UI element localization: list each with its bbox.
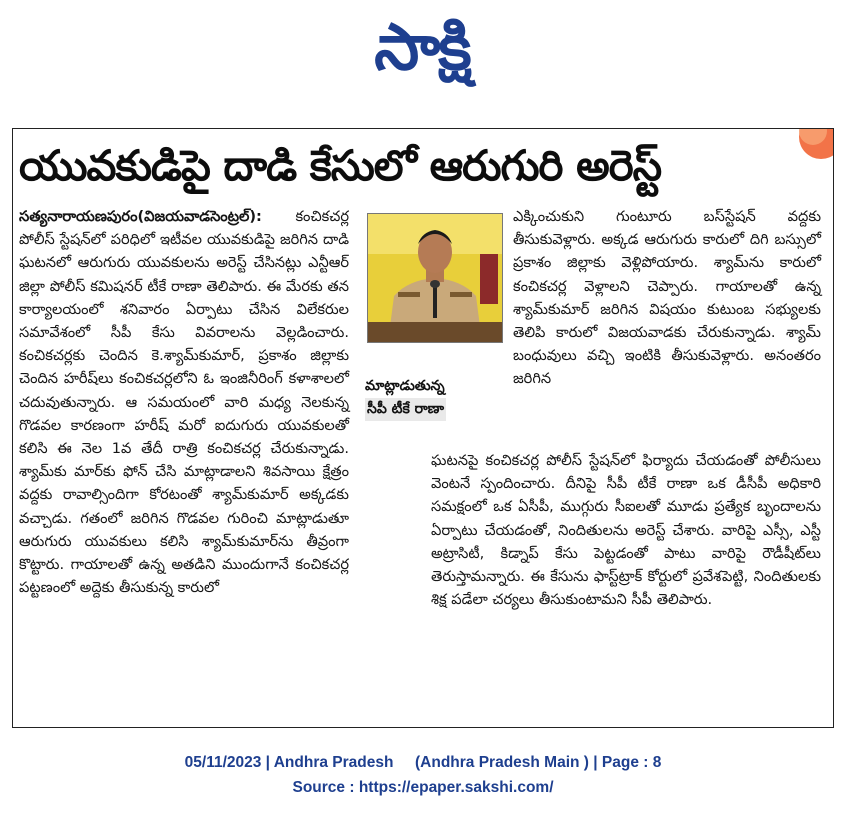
caption-line-2: సీపీ టీకే రాణా bbox=[365, 398, 446, 421]
article-column-right bbox=[513, 205, 821, 391]
body-text-part1: కంచికచర్ల పోలీస్ స్టేషన్‌లో పరిధిలో ఇటీవల యువకుడిపై జరిగిన దాడి ఘటనలో ఆరుగురు యువకులను అరెస్ట్ చేసినట్లు ఎన్టీఆర్ జిల్లా పోలీస్ కమిషనర్ టీకే రాణా తెలిపారు. ఈ మేరకు తన కార్యాలయంలో శనివారం ఏర్పాటు చేసిన విలేకరుల సమావేశంలో సీపీ కేసు వివరాలను వెల్లడించారు. కంచికచర్లకు చెందిన కె.శ్యామ్‌కుమార్, ప్రకాశం జిల్లాకు చెందిన హరీష్‌లు కంచికచర్లలోని ఓ ఇంజినీరింగ్ కళాశాలలో చదువుతున్నారు. ఆ సమయంలో వారి మధ్య నెలకున్న గొడవల కారణంగా హరీష్ మరో ఐదుగురు యువకులతో కలిసి ఈ నెల 1వ తేదీ రాత్రి కంచికచర్ల చేరుకున్నాడు. శ్యామ్‌కు మార్‌కు ఫోన్ చేసి మాట్లాడాలని శివసాయి క్షేత్రం వద్దకు రావాల్సిందిగా కోరటంతో శ్యామ్‌కుమార్ అక్కడకు వచ్చాడు. గతంలో జరిగిన గొడవల గురించి మాట్లాడుతూ ఆరుగురు యువకులు కలిసి శ్యామ్‌కుమార్‌ను తీవ్రంగా కొట్టారు. గాయాలతో ఉన్న అతడిని ముందుగానే కంచికచర్ల పట్టణంలో అద్దెకు తీసుకున్న కారులో bbox=[19, 208, 349, 597]
commissioner-photo bbox=[367, 213, 503, 343]
body-text-part3: ఘటనపై కంచికచర్ల పోలీస్ స్టేషన్‌లో ఫిర్యాదు చేయడంతో పోలీసులు వెంటనే స్పందించారు. దీనిపై సీపీ టీకే రాణా ఒక డీసీపీ అధికారి సమక్షంలో ఒక ఏసీపీ, ముగ్గురు సీఐలతో మూడు ప్రత్యేక బృందాలను ఏర్పాటు చేయడంతో, నిందితులను అరెస్ట్ చేశారు. వారిపై ఎస్సీ, ఎస్టీ అట్రాసిటీ, కిడ్నాప్ కేసు పెట్టడంతో పాటు వారిపై రౌడీషీట్‌లు తెరుస్తామన్నారు. ఈ కేసును ఫాస్ట్‌ట్రాక్ కోర్టులో ప్రవేశపెట్టి, నిందితులకు శిక్ష పడేలా చర్యలు తీసుకుంటామని సీపీ తెలిపారు. bbox=[431, 452, 821, 609]
photo-caption bbox=[365, 375, 505, 421]
caption-line-1: మాట్లాడుతున్న bbox=[365, 378, 445, 394]
commissioner-photo-icon bbox=[368, 214, 502, 342]
sakshi-logo: సాక్షి bbox=[374, 10, 470, 85]
footer-source: Source : https://epaper.sakshi.com/ bbox=[292, 779, 554, 796]
body-text-part2: ఎక్కించుకుని గుంటూరు బస్‌స్టేషన్ వద్దకు తీసుకువెళ్లారు. అక్కడ ఆరుగురు కారులో దిగి బస్సులో ప్రకాశం జిల్లాకు వెళ్లిపోయారు. శ్యామ్‌ను కారులో కంచికచర్ల వెళ్లాలని చెప్పారు. గాయాలతో ఉన్న శ్యామ్‌కుమార్ జరిగిన విషయం కుటుంబ సభ్యులకు తెలిపి కారులో విజయవాడకు చేరుకున్నాడు. శ్యామ్ బంధువులు వచ్చి ఇంటికి తీసుకువెళ్లారు. అనంతరం జరిగిన bbox=[513, 208, 821, 388]
dateline: సత్యనారాయణపురం(విజయవాడసెంట్రల్): bbox=[19, 208, 262, 225]
article-column-bottom bbox=[431, 449, 821, 611]
article-clipping bbox=[12, 128, 834, 728]
article-headline: యువకుడిపై దాడి కేసులో ఆరుగురి అరెస్ట్ bbox=[19, 141, 662, 190]
article-column-left bbox=[19, 205, 349, 599]
footer-meta: 05/11/2023 | Andhra Pradesh (Andhra Pradesh Main ) | Page : 8 bbox=[184, 754, 662, 771]
